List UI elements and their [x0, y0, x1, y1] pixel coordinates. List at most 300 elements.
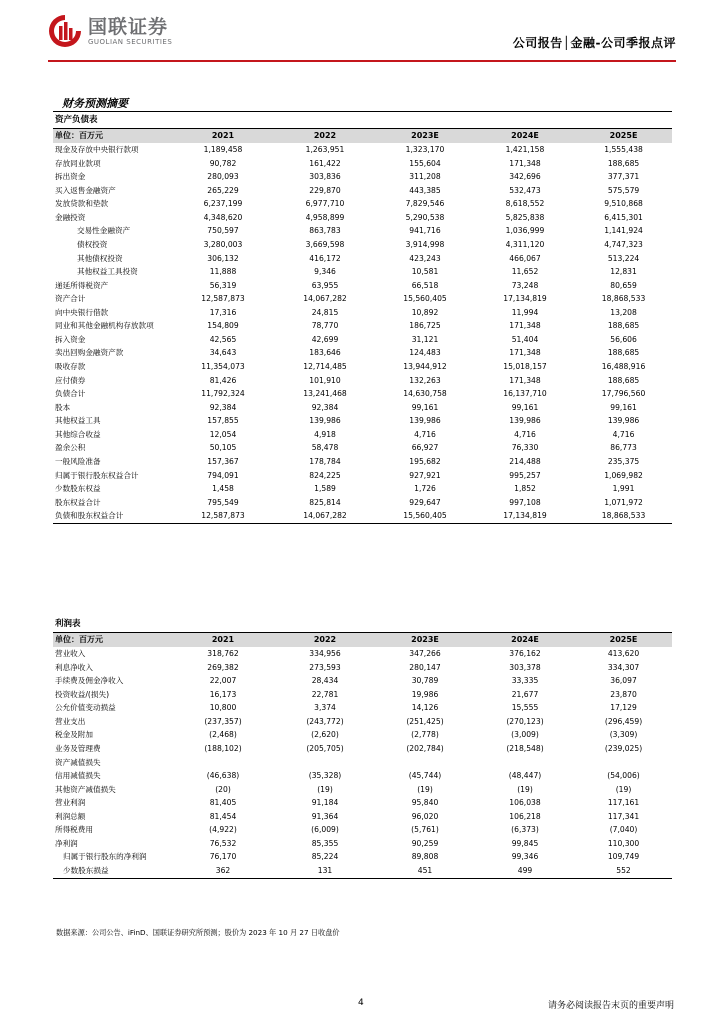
cell-value: 929,647 [409, 497, 441, 507]
cell-value: 1,263,951 [305, 145, 345, 154]
cell-value: 265,229 [207, 185, 239, 195]
cell-value: 269,382 [207, 662, 239, 672]
table-row [53, 455, 672, 469]
cell-value: 14,630,758 [403, 389, 447, 399]
row-label: 少数股东权益 [55, 484, 101, 494]
row-label: 卖出回购金融资产款 [55, 348, 124, 358]
cell-value: 34,643 [209, 348, 237, 358]
cell-value: 306,132 [207, 253, 239, 263]
cell-value: 311,208 [409, 172, 441, 182]
cell-value: (2,468) [209, 730, 237, 740]
cell-value: 15,560,405 [375, 509, 475, 523]
logo-chinese-name: 国联证券 [88, 15, 169, 38]
row-label: 手续费及佣金净收入 [55, 676, 124, 686]
cell-value: 81,426 [209, 375, 237, 385]
cell-value: 14,067,282 [303, 294, 347, 304]
cell-value: 30,789 [411, 676, 439, 686]
table-row [53, 197, 672, 211]
cell-value: 12,587,873 [201, 294, 245, 304]
table-row [53, 796, 672, 810]
cell-value: (218,548) [506, 743, 544, 753]
cell-value [375, 756, 475, 770]
row-label: 其他权益工具投资 [77, 267, 138, 277]
table-row [53, 837, 672, 851]
cell-value: (205,705) [306, 743, 344, 753]
cell-value: 92,384 [209, 402, 237, 412]
cell-value: 12,831 [610, 267, 637, 277]
cell-value: 6,415,301 [604, 212, 643, 222]
cell-value: 19,986 [411, 689, 439, 699]
cell-value: (6,009) [311, 825, 339, 835]
cell-value: 235,375 [607, 456, 640, 466]
cell-value: 13,241,468 [303, 389, 347, 399]
cell-value: 4,716 [414, 429, 436, 439]
cell-value: 85,355 [311, 838, 339, 848]
cell-value: (20) [215, 784, 231, 794]
cell-value: 4,918 [314, 429, 336, 439]
header-divider [48, 60, 676, 62]
page-header [48, 14, 676, 52]
table-row [53, 496, 672, 510]
row-label: 少数股东损益 [53, 864, 171, 878]
row-label: 资产合计 [55, 294, 86, 304]
table-row [53, 756, 672, 770]
cell-value: 347,266 [409, 649, 441, 658]
cell-value: 18,868,533 [575, 509, 672, 523]
cell-value: 3,374 [314, 703, 336, 713]
cell-value: 8,618,552 [505, 199, 545, 209]
disclaimer-text: 请务必阅读报告末页的重要声明 [547, 1001, 674, 1011]
table-header-row [53, 129, 672, 144]
cell-value: (48,447) [508, 771, 542, 781]
row-label: 买入返售金融资产 [55, 185, 116, 195]
cell-value: 81,405 [209, 798, 237, 808]
cell-value: 99,161 [610, 402, 637, 412]
cell-value: 5,290,538 [405, 212, 445, 222]
cell-value: 56,606 [610, 334, 637, 344]
cell-value: 106,218 [509, 811, 541, 821]
table-row [53, 414, 672, 428]
row-label: 归属于银行股东的净利润 [63, 852, 147, 862]
cell-value: 66,927 [411, 443, 439, 453]
cell-value: 17,129 [610, 703, 637, 713]
cell-value: 157,855 [207, 416, 239, 426]
cell-value: (45,744) [408, 771, 442, 781]
cell-value: (5,761) [411, 825, 439, 835]
cell-value: 10,892 [411, 307, 439, 317]
table-row [53, 224, 672, 238]
table-header-row [53, 633, 672, 648]
row-label: 公允价值变动损益 [55, 703, 116, 713]
cell-value: 423,243 [409, 253, 441, 263]
cell-value: 4,716 [514, 429, 536, 439]
cell-value: (2,620) [311, 730, 339, 740]
cell-value: 89,808 [411, 852, 439, 862]
balance-sheet-table [53, 113, 672, 524]
cell-value: 513,224 [607, 253, 640, 263]
cell-value: (237,357) [204, 716, 242, 726]
table-title: 资产负债表 [53, 113, 672, 129]
cell-value: (3,009) [511, 730, 539, 740]
cell-value: 11,354,073 [201, 362, 245, 371]
table-row [53, 279, 672, 293]
logo-mark-icon [48, 14, 82, 48]
cell-value: 3,280,003 [203, 239, 243, 249]
cell-value: (7,040) [609, 825, 638, 835]
table-row [53, 783, 672, 797]
cell-value: 11,652 [511, 267, 539, 277]
table-row [53, 823, 672, 837]
table-row [53, 333, 672, 347]
cell-value: 95,840 [411, 798, 439, 808]
cell-value: 5,825,838 [505, 212, 545, 222]
row-label: 信用减值损失 [55, 771, 101, 781]
cell-value: 7,829,546 [405, 199, 445, 209]
cell-value: 552 [575, 864, 672, 878]
cell-value: 157,367 [207, 456, 239, 466]
row-label: 应付债券 [55, 375, 86, 385]
cell-value: 997,108 [509, 497, 541, 507]
cell-value: 81,454 [209, 811, 237, 821]
year-header: 2022 [275, 633, 375, 648]
cell-value: 303,836 [309, 172, 341, 182]
table-row [53, 211, 672, 225]
row-label: 发放贷款和垫款 [55, 199, 109, 209]
cell-value: 42,565 [209, 334, 237, 344]
table-row [53, 374, 672, 388]
cell-value: 90,782 [209, 158, 237, 168]
cell-value: 863,783 [309, 226, 341, 236]
year-header: 2024E [475, 129, 575, 144]
cell-value: 22,781 [311, 689, 339, 699]
cell-value: 16,137,710 [503, 389, 547, 399]
table-row [53, 306, 672, 320]
table-row [53, 850, 672, 864]
cell-value: 56,319 [209, 280, 237, 290]
table-row [53, 319, 672, 333]
table-row [53, 715, 672, 729]
cell-value: 795,549 [207, 497, 239, 507]
cell-value: 17,316 [209, 307, 237, 317]
cell-value: 73,248 [511, 280, 539, 290]
cell-value: (35,328) [308, 771, 342, 781]
row-label: 现金及存放中央银行款项 [55, 145, 139, 154]
cell-value: (6,373) [511, 825, 539, 835]
cell-value: 139,986 [309, 416, 341, 426]
row-label: 资产减值损失 [55, 757, 101, 767]
cell-value: 91,184 [311, 798, 339, 808]
cell-value: 4,958,899 [305, 212, 345, 222]
cell-value: 11,792,324 [201, 389, 245, 399]
cell-value: 1,036,999 [505, 226, 545, 236]
cell-value: 4,716 [612, 429, 635, 439]
cell-value: 377,371 [607, 172, 640, 182]
cell-value: 1,852 [514, 484, 536, 494]
cell-value: 4,311,120 [505, 239, 545, 249]
table-row [53, 238, 672, 252]
cell-value: 229,870 [309, 185, 341, 195]
cell-value: 12,054 [209, 429, 237, 439]
cell-value: 96,020 [411, 811, 439, 821]
cell-value: 78,770 [311, 321, 339, 331]
cell-value: 575,579 [607, 185, 640, 195]
table-row [53, 265, 672, 279]
cell-value: 178,784 [309, 456, 341, 466]
page-number: 4 [358, 998, 364, 1008]
cell-value: 12,714,485 [303, 362, 347, 371]
row-label: 负债合计 [55, 389, 86, 399]
table-row [53, 810, 672, 824]
cell-value: 22,007 [209, 676, 237, 686]
cell-value: 15,555 [511, 703, 539, 713]
cell-value: 188,685 [607, 158, 640, 168]
section-title: 财务预测摘要 [62, 97, 128, 110]
row-label: 拆入资金 [55, 334, 86, 344]
cell-value: 280,093 [207, 172, 239, 182]
cell-value: 14,126 [411, 703, 439, 713]
cell-value [575, 756, 672, 770]
cell-value: 31,121 [411, 334, 439, 344]
cell-value: 139,986 [607, 416, 640, 426]
table-row [53, 701, 672, 715]
cell-value: 13,944,912 [403, 362, 447, 371]
cell-value: 1,555,438 [604, 145, 643, 154]
cell-value: (202,784) [406, 743, 444, 753]
cell-value: 86,773 [610, 443, 637, 453]
company-logo [48, 14, 172, 48]
cell-value: 106,038 [509, 798, 541, 808]
cell-value: 124,483 [409, 348, 441, 358]
row-label: 归属于银行股东权益合计 [55, 470, 139, 480]
table-row [53, 252, 672, 266]
cell-value: 66,518 [411, 280, 439, 290]
cell-value: (19) [417, 784, 433, 794]
data-source-note: 数据来源：公司公告、iFinD、国联证券研究所预测；股价为 2023 年 10 月 27 日收盘价 [56, 928, 340, 937]
cell-value: 24,815 [311, 307, 339, 317]
cell-value: (239,025) [604, 743, 643, 753]
cell-value: 76,532 [209, 838, 237, 848]
cell-value: 17,134,819 [503, 294, 547, 304]
year-header: 2025E [575, 129, 672, 144]
cell-value: 1,991 [612, 484, 635, 494]
cell-value: 171,348 [509, 375, 541, 385]
cell-value: (243,772) [306, 716, 344, 726]
year-header: 2023E [375, 633, 475, 648]
cell-value: 11,994 [511, 307, 539, 317]
table-title: 利润表 [53, 617, 672, 633]
cell-value: 171,348 [509, 321, 541, 331]
cell-value: 42,699 [311, 334, 339, 344]
cell-value: 318,762 [207, 649, 239, 658]
row-label: 递延所得税资产 [55, 280, 109, 290]
cell-value: 214,488 [509, 456, 541, 466]
cell-value: 3,669,598 [305, 239, 345, 249]
table-row [53, 401, 672, 415]
cell-value: 117,341 [607, 811, 640, 821]
cell-value: 1,323,170 [405, 145, 445, 154]
table-row [53, 674, 672, 688]
table-row [53, 769, 672, 783]
cell-value: 466,067 [509, 253, 541, 263]
row-label: 利息净收入 [55, 662, 93, 672]
row-label: 一般风险准备 [55, 456, 101, 466]
cell-value: 50,105 [209, 443, 237, 453]
row-label: 业务及管理费 [55, 743, 101, 753]
cell-value: 416,172 [309, 253, 341, 263]
cell-value: 1,458 [212, 484, 234, 494]
cell-value: 99,346 [511, 852, 539, 862]
cell-value: 161,422 [309, 158, 341, 168]
row-label: 拆出资金 [55, 172, 86, 182]
cell-value: (251,425) [406, 716, 444, 726]
table-row [53, 661, 672, 675]
cell-value: 10,581 [411, 267, 439, 277]
cell-value: 362 [171, 864, 275, 878]
cell-value: 23,870 [610, 689, 637, 699]
row-label: 营业利润 [55, 798, 86, 808]
cell-value: 6,237,199 [203, 199, 243, 209]
table-row [53, 864, 672, 878]
table-row [53, 157, 672, 171]
cell-value: 15,560,405 [403, 294, 447, 304]
cell-value: 155,604 [409, 158, 441, 168]
row-label: 营业收入 [55, 649, 86, 658]
cell-value: 334,956 [309, 649, 341, 658]
cell-value [171, 756, 275, 770]
table-row [53, 469, 672, 483]
year-header: 2025E [575, 633, 672, 648]
cell-value: (296,459) [604, 716, 643, 726]
section-divider [53, 111, 672, 112]
cell-value: 21,677 [511, 689, 539, 699]
cell-value: 499 [475, 864, 575, 878]
row-label: 负债和股东权益合计 [53, 509, 171, 523]
report-type-label: 公司报告│金融-公司季报点评 [512, 36, 676, 50]
row-label: 其他综合收益 [55, 429, 101, 439]
cell-value: 92,384 [311, 402, 339, 412]
cell-value: 6,977,710 [305, 199, 345, 209]
cell-value: 63,955 [311, 280, 339, 290]
cell-value: 80,659 [610, 280, 637, 290]
table-row [53, 170, 672, 184]
cell-value: 188,685 [607, 321, 640, 331]
year-header: 2022 [275, 129, 375, 144]
cell-value: 132,263 [409, 375, 441, 385]
cell-value: 16,488,916 [601, 362, 646, 371]
cell-value: 91,364 [311, 811, 339, 821]
table-row [53, 482, 672, 496]
row-label: 利润总额 [55, 811, 86, 821]
cell-value: 927,921 [409, 470, 441, 480]
cell-value: 16,173 [209, 689, 237, 699]
cell-value: 28,434 [311, 676, 339, 686]
logo-english-name: GUOLIAN SECURITIES [88, 37, 173, 46]
cell-value: 117,161 [607, 798, 640, 808]
year-header: 2021 [171, 633, 275, 648]
cell-value: 342,696 [509, 172, 541, 182]
cell-value: 995,257 [509, 470, 541, 480]
cell-value: (2,778) [411, 730, 439, 740]
cell-value: 99,161 [411, 402, 439, 412]
row-label: 其他资产减值损失 [55, 784, 116, 794]
cell-value: (4,922) [209, 825, 237, 835]
row-label: 所得税费用 [55, 825, 93, 835]
cell-value: 139,986 [509, 416, 541, 426]
cell-value: 4,747,323 [604, 239, 643, 249]
cell-value: 51,404 [511, 334, 539, 344]
row-label: 股东权益合计 [55, 497, 101, 507]
row-label: 股本 [55, 402, 71, 412]
cell-value: 3,914,998 [405, 239, 445, 249]
cell-value: 99,845 [511, 838, 539, 848]
row-label: 同业和其他金融机构存放款项 [55, 321, 154, 331]
cell-value: (19) [615, 784, 632, 794]
cell-value: 443,385 [409, 185, 441, 195]
table-row [53, 688, 672, 702]
cell-value: 532,473 [509, 185, 541, 195]
cell-value: 9,346 [314, 267, 336, 277]
cell-value: 76,330 [511, 443, 539, 453]
cell-value: 188,685 [607, 348, 640, 358]
cell-value: 195,682 [409, 456, 441, 466]
table-row [53, 509, 672, 523]
cell-value: 280,147 [409, 662, 441, 672]
table-row [53, 387, 672, 401]
year-header: 2021 [171, 129, 275, 144]
cell-value: (54,006) [607, 771, 640, 781]
row-label: 存放同业款项 [55, 158, 101, 168]
cell-value: 1,589 [314, 484, 336, 494]
row-label: 交易性金融资产 [77, 226, 131, 236]
cell-value: 109,749 [607, 852, 640, 862]
cell-value: 794,091 [207, 470, 239, 480]
row-label: 其他债权投资 [77, 253, 123, 263]
cell-value: 334,307 [607, 662, 640, 672]
cell-value: 171,348 [509, 158, 541, 168]
table-row [53, 360, 672, 374]
table-row [53, 441, 672, 455]
cell-value: 273,593 [309, 662, 341, 672]
cell-value: 99,161 [511, 402, 539, 412]
cell-value: (19) [317, 784, 333, 794]
cell-value: 1,141,924 [604, 226, 643, 236]
cell-value: 824,225 [309, 470, 341, 480]
cell-value: 451 [375, 864, 475, 878]
table-row [53, 346, 672, 360]
cell-value: 18,868,533 [601, 294, 646, 304]
table-row [53, 647, 672, 661]
table-row [53, 742, 672, 756]
table-row [53, 292, 672, 306]
unit-label: 单位：百万元 [53, 129, 171, 144]
cell-value: 13,208 [610, 307, 637, 317]
cell-value: 1,069,982 [604, 470, 643, 480]
cell-value: 131 [275, 864, 375, 878]
income-statement-table [53, 617, 672, 879]
cell-value: 139,986 [409, 416, 441, 426]
cell-value: 1,726 [414, 484, 436, 494]
cell-value: 303,378 [509, 662, 541, 672]
cell-value: 9,510,868 [604, 199, 643, 209]
cell-value [275, 756, 375, 770]
cell-value: 76,170 [209, 852, 237, 862]
cell-value: (188,102) [204, 743, 242, 753]
cell-value: (46,638) [206, 771, 240, 781]
cell-value: 17,134,819 [475, 509, 575, 523]
cell-value: (19) [517, 784, 533, 794]
cell-value: 90,259 [411, 838, 439, 848]
cell-value: (3,309) [609, 730, 638, 740]
